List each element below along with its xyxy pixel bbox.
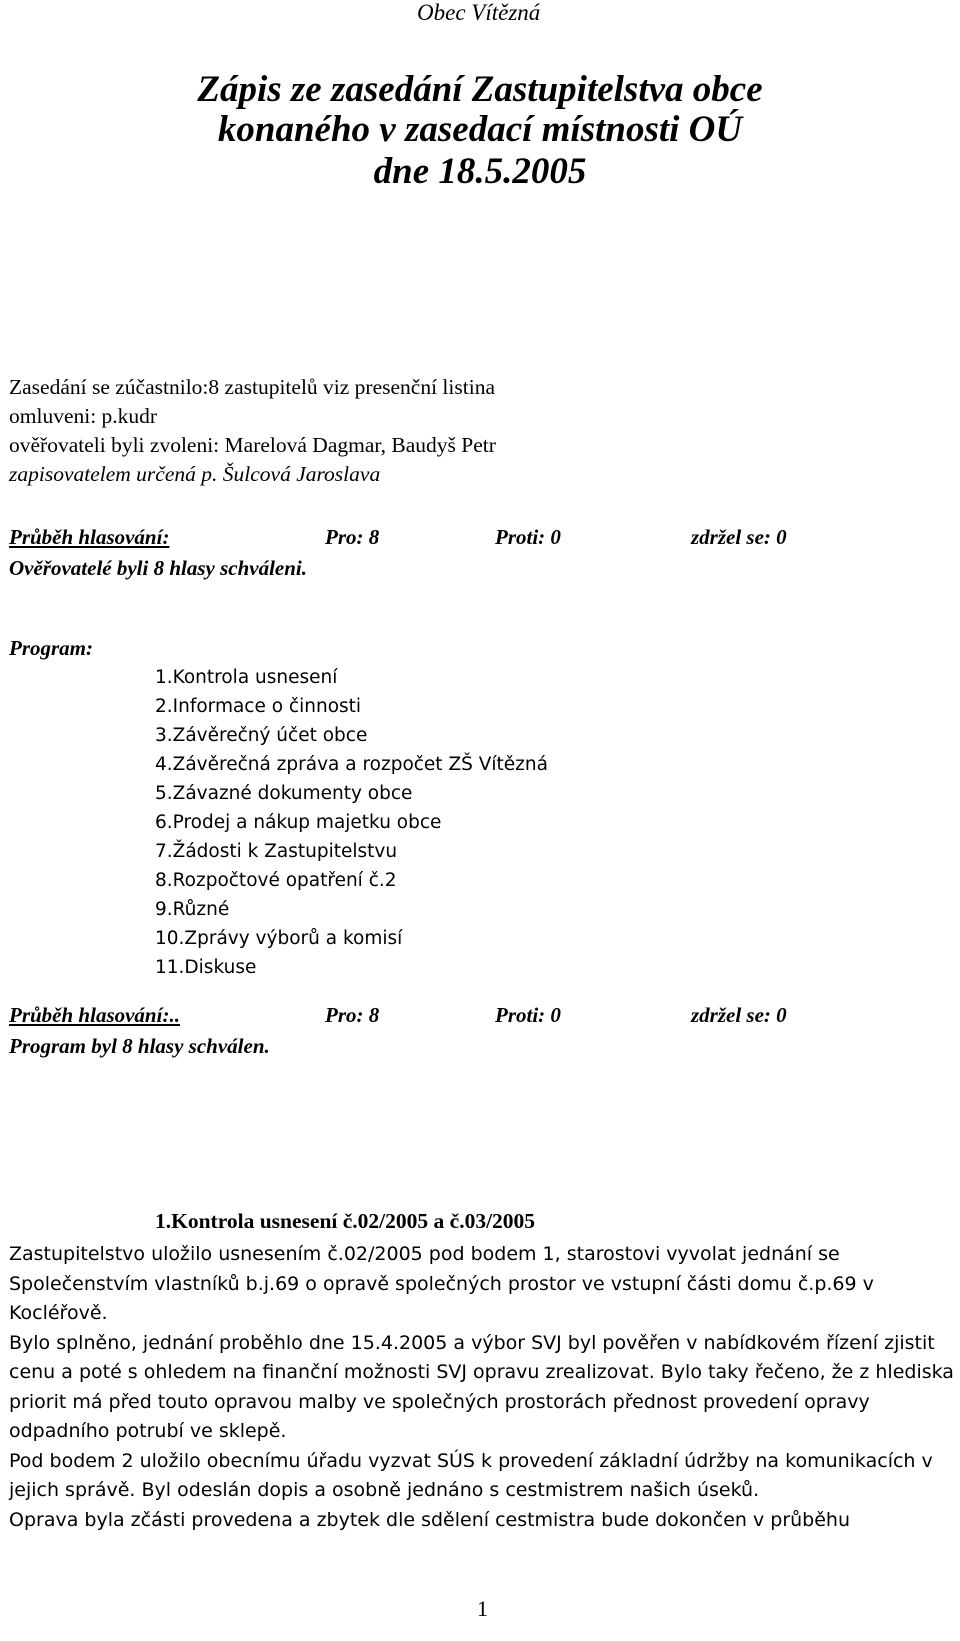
verifiers-line: ověřovateli byli zvoleni: Marelová Dagmar, Baudyš Petr — [9, 433, 496, 457]
document-title-line-2: konaného v zasedací místnosti OÚ — [217, 109, 743, 150]
program-item: 10.Zprávy výborů a komisí — [155, 928, 403, 949]
program-item: 5.Závazné dokumenty obce — [155, 783, 413, 804]
recorder-line: zapisovatelem určená p. Šulcová Jaroslava — [9, 462, 381, 486]
vote1-proti: Proti: 0 — [495, 525, 561, 549]
program-item: 4.Závěrečná zpráva a rozpočet ZŠ Vítězná — [155, 754, 548, 775]
program-item: 2.Informace o činnosti — [155, 696, 362, 717]
page-number: 1 — [477, 1596, 488, 1621]
section-heading: 1.Kontrola usnesení č.02/2005 a č.03/2005 — [155, 1209, 536, 1233]
program-list — [155, 663, 548, 982]
section-body — [9, 1240, 954, 1535]
program-item: 11.Diskuse — [155, 957, 257, 978]
vote1-label: Průběh hlasování: — [9, 525, 170, 549]
vote2-pro: Pro: 8 — [325, 1003, 380, 1027]
program-item: 9.Různé — [155, 899, 230, 920]
vote1-result: Ověřovatelé byli 8 hlasy schváleni. — [9, 556, 308, 580]
vote2-zdrzel: zdržel se: 0 — [691, 1003, 787, 1027]
program-item: 8.Rozpočtové opatření č.2 — [155, 870, 397, 891]
program-item: 7.Žádosti k Zastupitelstvu — [155, 841, 398, 862]
section-paragraph: Bylo splněno, jednání proběhlo dne 15.4.2005 a výbor SVJ byl pověřen v nabídkovém řízení zjistit cenu a poté s ohledem na finanční možnosti SVJ opravu zrealizovat. Bylo taky řečeno, že z hlediska priorit má před touto opravou malby ve společných prostorách přednost provedení opravy odpadního potrubí ve sklepě. — [9, 1331, 954, 1442]
attendance-line: Zasedání se zúčastnilo:8 zastupitelů viz presenční listina — [9, 375, 495, 399]
document-title-line-1: Zápis ze zasedání Zastupitelstva obce — [197, 69, 763, 110]
section-paragraph: Pod bodem 2 uložilo obecnímu úřadu vyzvat SÚS k provedení základní údržby na komunikacích v jejich správě. Byl odeslán dopis a osobně jednáno s cestmistrem našich úseků. — [9, 1449, 933, 1501]
document-title-line-3: dne 18.5.2005 — [373, 151, 587, 192]
excused-line: omluveni: p.kudr — [9, 404, 158, 428]
program-label: Program: — [9, 636, 93, 660]
vote2-result: Program byl 8 hlasy schválen. — [9, 1034, 270, 1058]
section-paragraph: Zastupitelstvo uložilo usnesením č.02/2005 pod bodem 1, starostovi vyvolat jednání se Společenstvím vlastníků b.j.69 o opravě společných prostor ve vstupní části domu č.p.69 v Kocléřově. — [9, 1243, 874, 1324]
section-paragraph: Oprava byla zčásti provedena a zbytek dle sdělení cestmistra bude dokončen v průběhu — [9, 1508, 851, 1531]
vote1-pro: Pro: 8 — [325, 525, 380, 549]
program-item: 3.Závěrečný účet obce — [155, 725, 368, 746]
program-item: 1.Kontrola usnesení — [155, 667, 338, 688]
municipality-name: Obec Vítězná — [417, 0, 541, 25]
vote2-label: Průběh hlasování:.. — [9, 1003, 180, 1027]
vote1-zdrzel: zdržel se: 0 — [691, 525, 787, 549]
vote2-proti: Proti: 0 — [495, 1003, 561, 1027]
program-item: 6.Prodej a nákup majetku obce — [155, 812, 442, 833]
